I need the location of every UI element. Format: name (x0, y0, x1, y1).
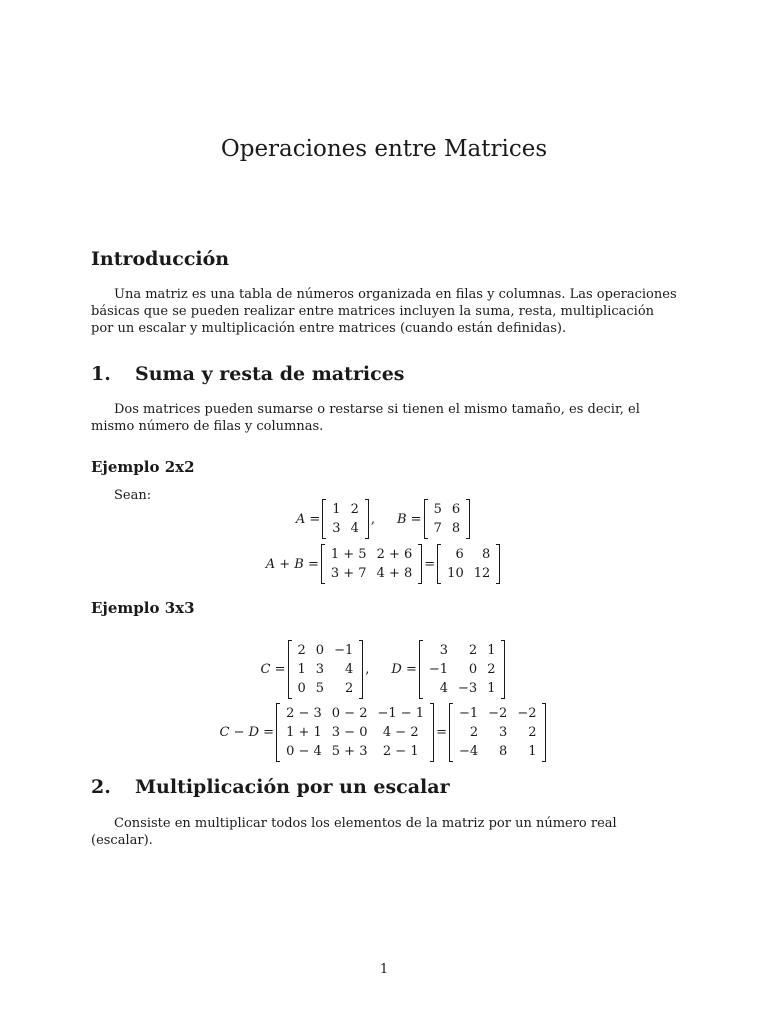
separator-comma: , (365, 661, 370, 677)
matrix-cell: 0 (468, 661, 478, 677)
section-title: Suma y resta de matrices (135, 363, 405, 385)
matrix-difference-expression (276, 703, 434, 762)
matrix-cell: 1 (528, 743, 537, 759)
matrix-cell: 2 (344, 680, 354, 696)
matrix-cell: 5 (433, 502, 442, 517)
matrix-cell: 6 (451, 502, 461, 517)
matrix-cell: 4 − 2 (382, 724, 419, 740)
matrix-cell: 3 (499, 724, 508, 740)
matrix-d (419, 640, 506, 699)
matrix-cell: 10 (447, 566, 464, 581)
equation-label: A = (295, 511, 321, 527)
matrix-cell: 2 (297, 642, 306, 658)
matrix-cell: 3 (439, 642, 449, 658)
intro-paragraph: Una matriz es una tabla de números organizada en filas y columnas. Las operaciones básicas que se pueden realizar entre matrices incluyen la suma, resta, multiplicación por un escalar y multiplicación entre matrices (cuando están definidas). (91, 287, 677, 336)
matrix-cell: 0 − 4 (286, 743, 322, 759)
matrix-cell: 3 − 0 (331, 724, 368, 740)
section-heading-introduccion (91, 248, 229, 270)
matrix-cell: 1 (297, 661, 306, 677)
equation-sum-a-b (0, 545, 768, 583)
section2-paragraph: Consiste en multiplicar todos los elementos de la matriz por un número real (escalar). (91, 816, 617, 848)
matrix-cell: 2 − 1 (382, 743, 419, 759)
matrix-cell: 0 − 2 (331, 705, 368, 721)
page-number: 1 (379, 962, 389, 977)
matrix-a (322, 499, 369, 539)
equation-label: C = (260, 661, 286, 677)
example-intro-text: Sean: (114, 488, 152, 503)
matrix-cell: −2 (517, 705, 537, 721)
matrix-cell: 1 (332, 502, 341, 517)
matrix-cell: 2 − 3 (286, 705, 322, 721)
equals-sign: = (436, 724, 447, 740)
section-heading-suma-resta (91, 363, 404, 385)
matrix-cell: 2 + 6 (376, 547, 413, 562)
matrix-cell: 2 (350, 502, 359, 517)
equation-label: C − D = (219, 724, 275, 740)
matrix-b (424, 499, 471, 539)
document-title: Operaciones entre Matrices (220, 136, 548, 162)
matrix-cell: 4 (344, 661, 354, 677)
section-title: Introducción (91, 248, 230, 270)
section-title: Multiplicación por un escalar (135, 776, 450, 798)
matrix-cell: 8 (451, 521, 461, 536)
matrix-cell: 8 (481, 547, 491, 562)
matrix-cell: 5 (315, 680, 325, 696)
matrix-cell: 1 (487, 680, 496, 696)
section1-paragraph: Dos matrices pueden sumarse o restarse si tienen el mismo tamaño, es decir, el mismo número de filas y columnas. (91, 402, 640, 434)
subheading-ejemplo-2x2: Ejemplo 2x2 (91, 458, 195, 476)
equation-define-c-d (0, 641, 768, 697)
matrix-cell: 2 (487, 661, 496, 677)
equals-sign: = (424, 556, 436, 572)
matrix-cell: 2 (469, 724, 479, 740)
equation-define-a-b (0, 500, 768, 538)
equation-label: A + B = (265, 556, 319, 572)
matrix-cell: 7 (433, 521, 442, 536)
matrix-cell: 3 + 7 (330, 566, 367, 581)
matrix-cell: 5 + 3 (331, 743, 368, 759)
matrix-cell: 8 (499, 743, 508, 759)
matrix-cell: 2 (468, 642, 478, 658)
equation-label: B = (396, 511, 422, 527)
section-number: 2. (91, 776, 111, 798)
equation-label: D = (391, 661, 417, 677)
subheading-ejemplo-3x3: Ejemplo 3x3 (91, 599, 195, 617)
equation-difference-c-d (0, 704, 768, 760)
matrix-cell: 1 + 5 (330, 547, 367, 562)
matrix-cell: 4 + 8 (376, 566, 413, 581)
matrix-cell: 3 (332, 521, 341, 536)
matrix-cell: 4 (439, 680, 449, 696)
matrix-cell: 6 (455, 547, 464, 562)
section-number: 1. (91, 363, 111, 385)
matrix-cell: 0 (297, 680, 306, 696)
matrix-cell: −4 (458, 743, 479, 759)
matrix-cell: −3 (458, 680, 478, 696)
matrix-cell: −1 (334, 642, 354, 658)
matrix-cell: −1 (458, 705, 479, 721)
matrix-c (288, 640, 364, 699)
matrix-cell: 2 (528, 724, 537, 740)
matrix-cell: 0 (315, 642, 325, 658)
matrix-cell: −2 (488, 705, 508, 721)
matrix-cell: 1 + 1 (286, 724, 322, 740)
matrix-sum-expression (321, 544, 422, 584)
matrix-cell: −1 − 1 (377, 705, 425, 721)
separator-comma: , (370, 511, 375, 527)
matrix-cell: 1 (487, 642, 496, 658)
section-heading-escalar (91, 776, 450, 798)
matrix-difference-result (449, 703, 547, 762)
matrix-cell: 12 (473, 566, 491, 581)
matrix-sum-result (437, 544, 500, 584)
matrix-cell: 4 (350, 521, 359, 536)
matrix-cell: −1 (428, 661, 449, 677)
matrix-cell: 3 (315, 661, 325, 677)
